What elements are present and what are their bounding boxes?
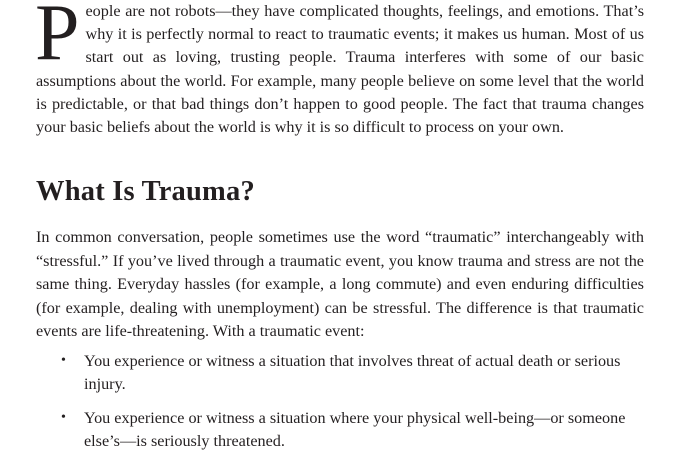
intro-text: eople are not robots—they have complicated thoughts, feelings, and emotions. That’s why it is perfectly normal to react to traumatic events; it makes us human. Most of us start out as loving, trusting people. Trauma interferes with some of our basic assumptions about the world. For example, many people believe on some level that the world is predictable, or that bad things don’t happen to good people. The fact that trauma changes your basic beliefs about the world is why it is so difficult to process on your own. <box>36 2 644 137</box>
bullet-text: You experience or witness a situation that involves threat of actual death or serious injury. <box>84 352 621 393</box>
intro-paragraph <box>36 0 644 139</box>
document-page <box>35 0 644 450</box>
bullet-text: You experience or witness a situation where your physical well-being—or someone else’s—is seriously threatened. <box>84 409 626 450</box>
bullet-list <box>36 350 644 464</box>
bullet-icon: • <box>61 353 66 368</box>
bullet-item <box>36 407 644 452</box>
section-paragraph: In common conversation, people sometimes use the word “traumatic” interchangeably with “stressful.” If you’ve lived through a traumatic event, you know trauma and stress are not the same thing. Everyday hassles (for example, a long commute) and even enduring difficulties (for example, dealing with unemployment) can be stressful. The difference is that traumatic events are life-threatening. With a traumatic event: <box>36 228 644 341</box>
drop-cap: P <box>35 0 80 77</box>
bullet-icon: • <box>61 410 66 425</box>
bullet-item <box>36 350 644 395</box>
section-heading: What Is Trauma? <box>36 176 255 207</box>
